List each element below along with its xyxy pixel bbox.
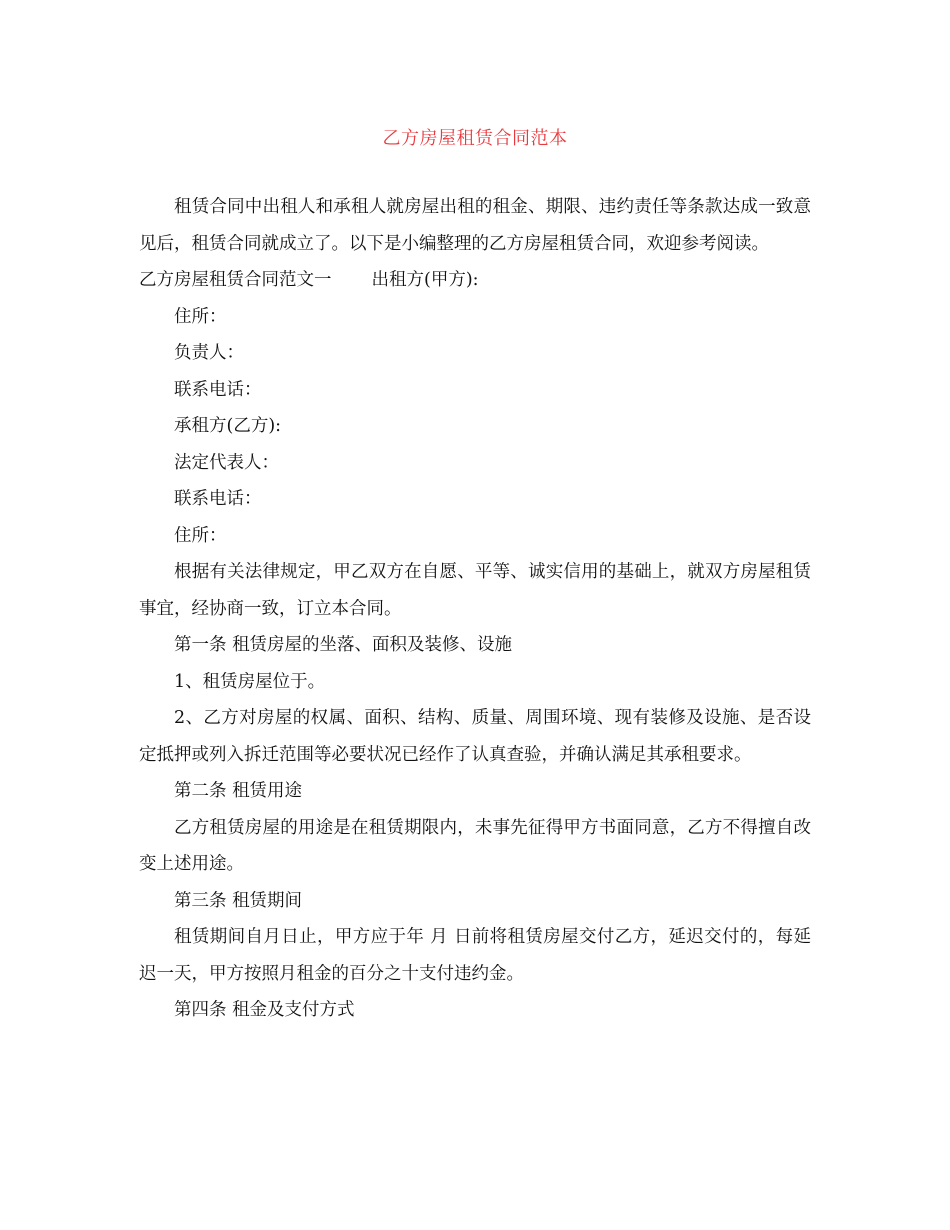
lessor-label: 出租方(甲方): [371,270,479,290]
preamble-paragraph: 根据有关法律规定，甲乙双方在自愿、平等、诚实信用的基础上，就双方房屋租赁事宜，经协商一致，订立本合同。 [139,562,811,619]
article4-heading: 第四条 租金及支付方式 [174,1000,355,1020]
article1-heading: 第一条 租赁房屋的坐落、面积及装修、设施 [174,635,513,655]
document-body [139,189,811,1029]
lessor-address: 住所： [174,306,227,327]
section-heading-line [139,262,811,299]
document-title: 乙方房屋租赁合同范本 [382,128,568,149]
article1-item1: 1、租赁房屋位于。 [174,671,326,692]
lessor-phone: 联系电话： [174,379,262,400]
article1-item2: 2、乙方对房屋的权属、面积、结构、质量、周围环境、现有装修及设施、是否设定抵押或列入拆迁范围等必要状况已经作了认真查验，并确认满足其承租要求。 [139,708,811,765]
section-heading: 乙方房屋租赁合同范文一 [139,270,332,290]
article3-text: 租赁期间自月日止，甲方应于年 月 日前将租赁房屋交付乙方，延迟交付的，每延迟一天，甲方按照月租金的百分之十支付违约金。 [139,927,811,984]
article2-heading: 第二条 租赁用途 [174,781,303,801]
lessee-legal-rep: 法定代表人： [174,452,279,473]
lessee-address: 住所： [174,525,227,546]
article3-heading: 第三条 租赁期间 [174,890,303,911]
lessee-phone: 联系电话： [174,489,262,509]
intro-paragraph: 租赁合同中出租人和承租人就房屋出租的租金、期限、违约责任等条款达成一致意见后，租赁合同就成立了。以下是小编整理的乙方房屋租赁合同，欢迎参考阅读。 [139,197,811,254]
lessor-person-in-charge: 负责人： [174,343,244,363]
article2-text: 乙方租赁房屋的用途是在租赁期限内，未事先征得甲方书面同意，乙方不得擅自改变上述用途。 [139,817,811,874]
lessee-label: 承租方(乙方): [174,416,282,436]
